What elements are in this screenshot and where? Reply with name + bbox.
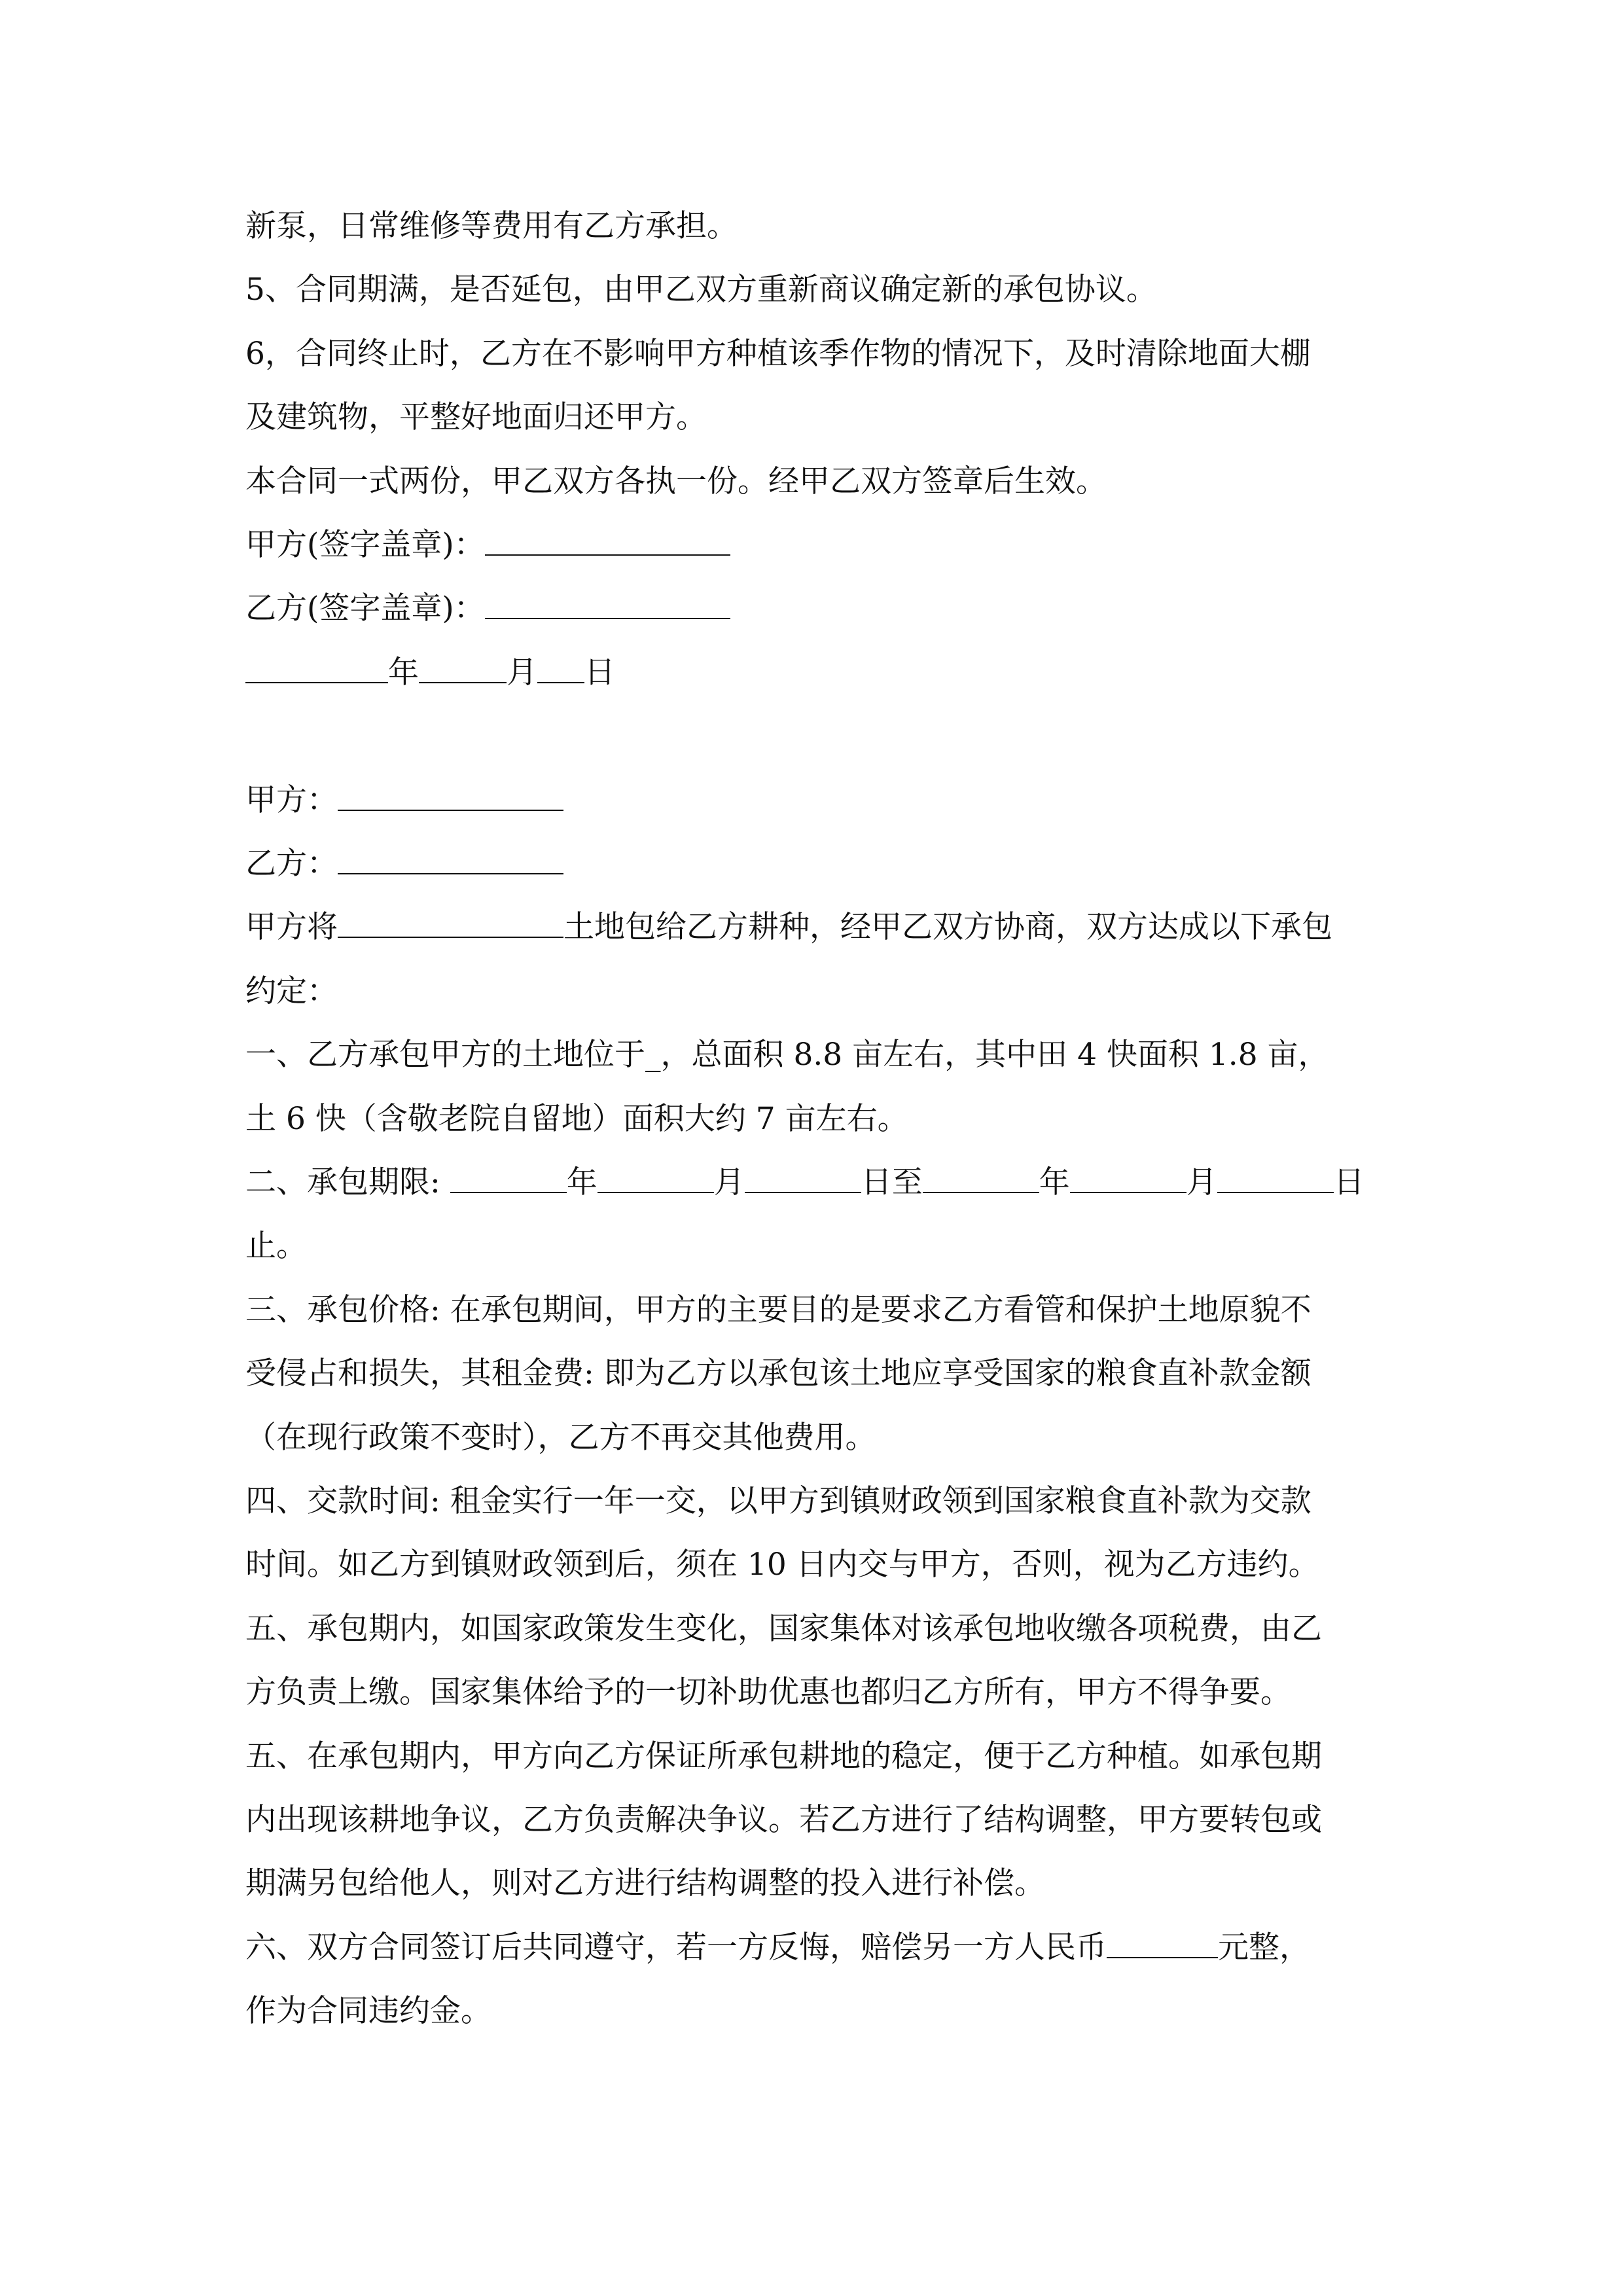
text-line (245, 398, 707, 437)
text-segment: 乙方(签字盖章)： (245, 590, 485, 627)
text-segment: 6，合同终止时，乙方在不影响甲方种植该季作物的情况下，及时清除地面大棚 (245, 335, 1311, 372)
text-line (245, 1928, 1310, 1967)
text-line (245, 1291, 1311, 1330)
text-line (245, 526, 730, 565)
text-segment: 年 (566, 1164, 597, 1200)
text-line (245, 334, 1311, 374)
fill-in-blank (338, 781, 563, 811)
text-segment: 日 (584, 654, 615, 691)
text-segment: 月 (713, 1164, 745, 1200)
fill-in-blank (597, 1163, 714, 1193)
text-line (245, 972, 338, 1011)
fill-in-blank (1107, 1928, 1218, 1958)
text-line (245, 1163, 1364, 1202)
fill-in-blank (419, 653, 507, 683)
fill-in-blank (745, 1163, 861, 1193)
text-segment: 止。 (245, 1228, 307, 1265)
text-segment: 日至 (861, 1164, 923, 1200)
text-line (245, 207, 738, 246)
fill-in-blank (923, 1163, 1039, 1193)
text-segment: 甲方(签字盖章)： (245, 527, 485, 563)
text-segment: 六、双方合同签订后共同遵守，若一方反悔，赔偿另一方人民币 (245, 1929, 1107, 1965)
text-line (245, 1545, 1319, 1585)
text-segment: 月 (1186, 1164, 1217, 1200)
text-segment: 受侵占和损失，其租金费: 即为乙方以承包该土地应享受国家的粮食直补款金额 (245, 1355, 1311, 1392)
text-segment: 时间。如乙方到镇财政领到后，须在 10 日内交与甲方，否则，视为乙方违约。 (245, 1547, 1319, 1583)
text-segment: 新泵，日常维修等费用有乙方承担。 (245, 208, 738, 244)
text-segment: 约定： (245, 973, 338, 1009)
text-segment: 方负责上缴。国家集体给予的一切补助优惠也都归乙方所有，甲方不得争要。 (245, 1674, 1291, 1711)
fill-in-blank (338, 844, 563, 874)
text-line (245, 1100, 908, 1139)
text-line (245, 1992, 491, 2031)
text-line (245, 1482, 1311, 1521)
text-segment: 本合同一式两份，甲乙双方各执一份。经甲乙双方签章后生效。 (245, 463, 1107, 499)
text-line (245, 589, 730, 628)
text-line (245, 908, 1332, 947)
text-line (245, 1418, 876, 1458)
text-segment: 五、在承包期内，甲方向乙方保证所承包耕地的稳定，便于乙方种植。如承包期 (245, 1738, 1322, 1774)
text-segment: 日 (1333, 1164, 1364, 1200)
text-segment: 乙方： (245, 846, 338, 882)
fill-in-blank (1070, 1163, 1186, 1193)
text-segment: 甲方： (245, 781, 338, 818)
text-segment: 土 6 快（含敬老院自留地）面积大约 7 亩左右。 (245, 1100, 908, 1137)
fill-in-blank (245, 653, 388, 683)
text-segment: 期满另包给他人，则对乙方进行结构调整的投入进行补偿。 (245, 1865, 1045, 1902)
text-line (245, 1035, 1329, 1075)
text-segment: 二、承包期限: (245, 1164, 450, 1200)
fill-in-blank (485, 526, 730, 556)
text-segment: 月 (507, 654, 537, 691)
text-line (245, 1864, 1045, 1903)
text-line (245, 1801, 1322, 1840)
text-line (245, 1354, 1311, 1393)
text-line (245, 270, 1157, 310)
text-segment: 作为合同违约金。 (245, 1993, 491, 2030)
text-segment: 甲方将 (245, 909, 338, 946)
text-segment: 四、交款时间: 租金实行一年一交，以甲方到镇财政领到国家粮食直补款为交款 (245, 1483, 1311, 1519)
text-segment: 年 (1039, 1164, 1070, 1200)
text-line (245, 1227, 307, 1266)
fill-in-blank (537, 653, 584, 683)
text-segment: 三、承包价格: 在承包期间，甲方的主要目的是要求乙方看管和保护土地原貌不 (245, 1291, 1311, 1328)
text-segment: 年 (388, 654, 419, 691)
text-line (245, 462, 1107, 501)
text-segment: 元整， (1218, 1929, 1310, 1965)
fill-in-blank (338, 908, 563, 938)
text-line (245, 1609, 1322, 1649)
text-segment: 土地包给乙方耕种，经甲乙双方协商，双方达成以下承包 (563, 909, 1332, 946)
fill-in-blank (450, 1163, 567, 1193)
text-segment: 五、承包期内，如国家政策发生变化，国家集体对该承包地收缴各项税费，由乙 (245, 1610, 1322, 1647)
text-segment: 内出现该耕地争议，乙方负责解决争议。若乙方进行了结构调整，甲方要转包或 (245, 1802, 1322, 1838)
text-line (245, 844, 563, 884)
text-line (245, 653, 615, 692)
text-segment: 及建筑物，平整好地面归还甲方。 (245, 399, 707, 436)
text-segment: 5、合同期满，是否延包，由甲乙双方重新商议确定新的承包协议。 (245, 272, 1157, 308)
text-segment: 一、乙方承包甲方的土地位于_，总面积 8.8 亩左右，其中田 4 快面积 1.8 亩， (245, 1037, 1329, 1073)
text-line (245, 1737, 1322, 1776)
fill-in-blank (1217, 1163, 1334, 1193)
text-segment: （在现行政策不变时），乙方不再交其他费用。 (245, 1419, 876, 1456)
text-line (245, 1673, 1291, 1712)
text-line (245, 781, 563, 820)
fill-in-blank (485, 589, 730, 619)
